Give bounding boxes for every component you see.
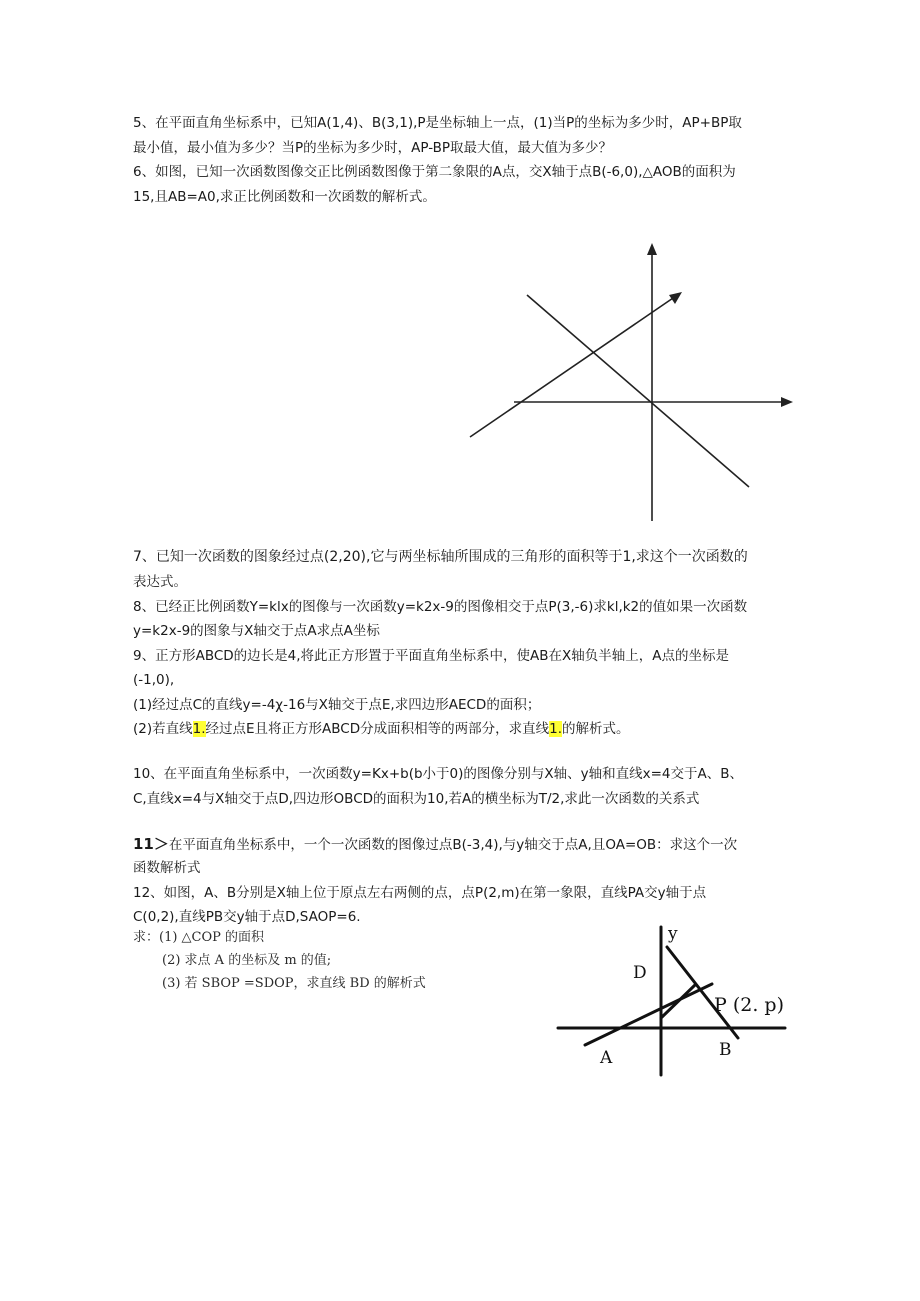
q12-sub2: (2) 求点 A 的坐标及 m 的值; [162,953,332,968]
q9-line4-part-a: (2)若直线 [133,721,193,737]
q8-line2: y=k2x-9的图象与X轴交于点A求点A坐标 [133,623,380,639]
q6-line2: 15,且AB=A0,求正比例函数和一次函数的解析式。 [133,189,436,205]
q9-line4-part-b: 经过点E且将正方形ABCD分成面积相等的两部分，求直线 [205,721,550,737]
q12-line1: 12、如图，A、B分别是X轴上位于原点左右两侧的点，点P(2,m)在第一象限，直线PA交y轴于点 [133,885,707,901]
q9-line4-part-c: 的解析式。 [562,721,630,737]
q11-line2: 函数解析式 [133,860,201,876]
fig2-label-a: A [600,1048,613,1068]
q9-line3: (1)经过点C的直线y=-4χ-16与X轴交于点E,求四边形AECD的面积； [133,697,541,713]
q6-line1: 6、如图，已知一次函数图像交正比例函数图像于第二象限的A点，交X轴于点B(-6,0),△AOB的面积为 [133,164,736,180]
q9-line1: 9、正方形ABCD的边长是4,将此正方形置于平面直角坐标系中，使AB在X轴负半轴上，A点的坐标是 [133,648,730,664]
fig2-line-op [661,985,695,1018]
highlight-mark-2: 1. [549,721,563,737]
fig2-line-db [667,947,738,1038]
q8-line1: 8、已经正比例函数Y=klx的图像与一次函数y=k2x-9的图像相交于点P(3,-6)求kl,k2的值如果一次函数 [133,599,748,615]
q9-line2: (-1,0), [133,672,175,688]
q5-line1: 5、在平面直角坐标系中，已知A(1,4)、B(3,1),P是坐标轴上一点，(1)当P的坐标为多少时，AP+BP取 [133,115,742,131]
fig2-label-p: P (2. p) [714,994,784,1016]
q12-line2: C(0,2),直线PB交y轴于点D,SAOP=6. [133,909,361,925]
q7-line2: 表达式。 [133,574,187,590]
highlight-mark-1: 1. [192,721,206,737]
q10-line1: 10、在平面直角坐标系中，一次函数y=Kx+b(b小于0)的图像分别与X轴、y轴和直线x=4交于A、B、 [133,766,744,782]
q11-text: 在平面直角坐标系中，一个一次函数的图像过点B(-3,4),与y轴交于点A,且OA=OB：求这个一次 [168,837,738,853]
q12-sub3: (3) 若 SBOP =SDOP，求直线 BD 的解析式 [162,976,426,991]
fig2-label-y: y [668,924,678,944]
fig2-label-b: B [719,1040,732,1060]
fig2-label-d: D [633,963,647,983]
fig2-line-pa [585,984,712,1045]
q5-line2: 最小值，最小值为多少？当P的坐标为多少时，AP-BP取最大值，最大值为多少？ [133,140,613,156]
q7-text: 7、已知一次函数的图象经过点(2,20),它与两坐标轴所围成的三角形的面积等于1,求这个一次函数的 [133,549,748,565]
q10-line2: C,直线x=4与X轴交于点D,四边形OBCD的面积为10,若A的横坐标为T/2,求此一次函数的关系式 [133,791,700,807]
q12-sub1: 求：(1) △COP 的面积 [133,930,265,945]
q11-number: 11＞ [133,835,169,853]
